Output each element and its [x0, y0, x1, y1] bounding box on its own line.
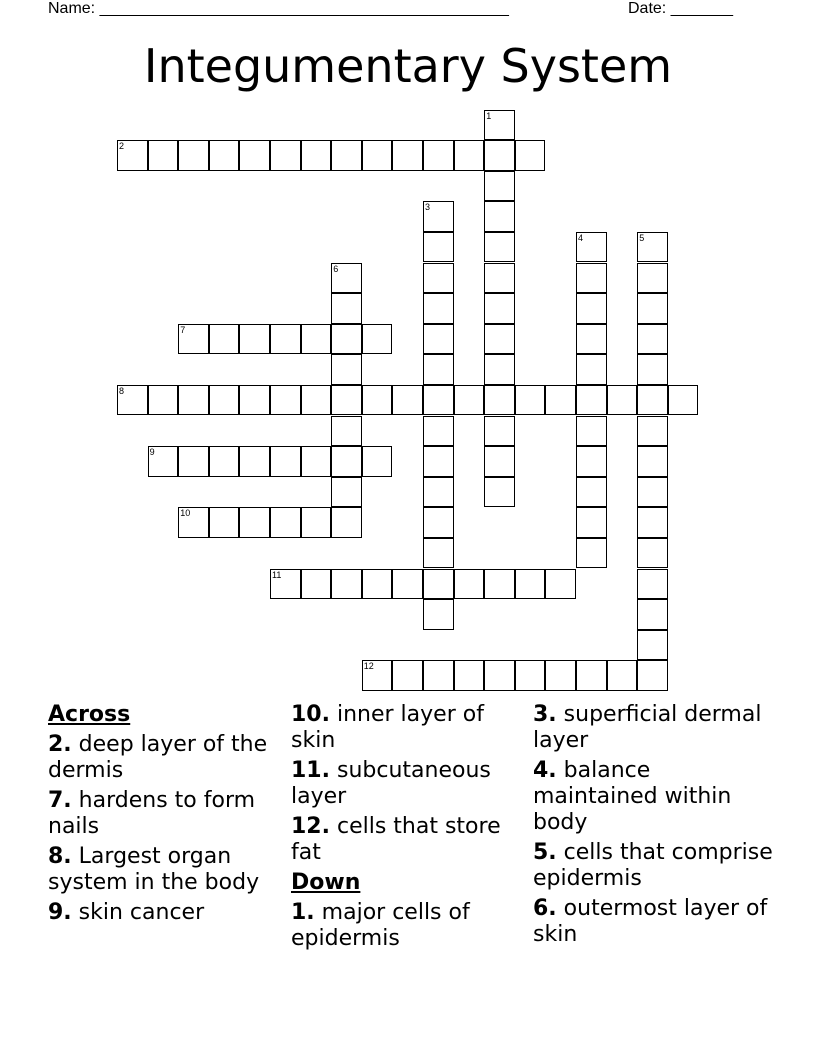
clue-text: cells that comprise epidermis: [533, 840, 773, 891]
grid-cell[interactable]: [484, 232, 515, 263]
grid-cell[interactable]: [148, 140, 179, 171]
grid-cell[interactable]: [270, 446, 301, 477]
grid-cell[interactable]: [148, 446, 179, 477]
grid-cell[interactable]: [484, 171, 515, 202]
clue-number-label: 12: [363, 661, 374, 672]
grid-cell[interactable]: [637, 538, 668, 569]
grid-cell[interactable]: [576, 507, 607, 538]
grid-cell[interactable]: [362, 140, 393, 171]
grid-cell[interactable]: [301, 324, 332, 355]
clue-number: 11.: [291, 758, 330, 783]
down-heading: Down: [291, 870, 361, 895]
clue-down-5: [533, 840, 773, 892]
grid-cell[interactable]: [331, 446, 362, 477]
grid-cell[interactable]: [637, 263, 668, 294]
grid-cell[interactable]: [576, 263, 607, 294]
grid-cell[interactable]: [392, 569, 423, 600]
grid-cell[interactable]: [484, 446, 515, 477]
clue-number-label: 9: [149, 447, 155, 458]
grid-cell[interactable]: [637, 354, 668, 385]
grid-cell[interactable]: [637, 630, 668, 661]
grid-cell[interactable]: [392, 660, 423, 691]
grid-cell[interactable]: [423, 477, 454, 508]
grid-cell[interactable]: [423, 446, 454, 477]
grid-cell[interactable]: [576, 293, 607, 324]
clues-column-1: [48, 702, 283, 930]
clue-text: cells that store fat: [291, 814, 501, 865]
grid-cell[interactable]: [423, 354, 454, 385]
clue-number: 6.: [533, 896, 557, 921]
clue-text: superficial dermal layer: [533, 702, 762, 753]
grid-cell[interactable]: [331, 354, 362, 385]
clue-down-1: [291, 900, 526, 952]
clue-number: 10.: [291, 702, 330, 727]
clue-text: hardens to form nails: [48, 788, 256, 839]
grid-cell[interactable]: [515, 569, 546, 600]
grid-cell[interactable]: [331, 569, 362, 600]
clue-down-6: [533, 896, 773, 948]
grid-cell[interactable]: [454, 569, 485, 600]
grid-cell[interactable]: [576, 477, 607, 508]
grid-cell[interactable]: [545, 660, 576, 691]
grid-cell[interactable]: [362, 385, 393, 416]
grid-cell[interactable]: [362, 324, 393, 355]
clues-column-2: [291, 702, 526, 956]
grid-cell[interactable]: [301, 385, 332, 416]
clue-number: 9.: [48, 900, 72, 925]
clue-across-11: [291, 758, 526, 810]
clue-number-label: 1: [486, 110, 492, 121]
name-field-label: Name: ______________________________________________: [48, 0, 509, 17]
grid-cell[interactable]: [637, 293, 668, 324]
grid-cell[interactable]: [484, 140, 515, 171]
grid-cell[interactable]: [607, 660, 638, 691]
grid-cell[interactable]: [545, 385, 576, 416]
grid-cell[interactable]: [423, 385, 454, 416]
grid-cell[interactable]: [576, 660, 607, 691]
clue-number: 4.: [533, 758, 557, 783]
grid-cell[interactable]: [484, 293, 515, 324]
grid-cell[interactable]: [607, 385, 638, 416]
clue-number: 3.: [533, 702, 557, 727]
grid-cell[interactable]: [239, 324, 270, 355]
grid-cell[interactable]: [637, 477, 668, 508]
grid-cell[interactable]: [484, 110, 515, 141]
grid-cell[interactable]: [637, 599, 668, 630]
grid-cell[interactable]: [484, 263, 515, 294]
grid-cell[interactable]: [178, 385, 209, 416]
clue-across-10: [291, 702, 526, 754]
grid-cell[interactable]: [423, 538, 454, 569]
grid-cell[interactable]: [637, 232, 668, 263]
clue-across-7: [48, 788, 283, 840]
grid-cell[interactable]: [484, 385, 515, 416]
grid-cell[interactable]: [362, 446, 393, 477]
grid-cell[interactable]: [576, 385, 607, 416]
grid-cell[interactable]: [515, 385, 546, 416]
grid-cell[interactable]: [178, 446, 209, 477]
grid-cell[interactable]: [454, 140, 485, 171]
grid-cell[interactable]: [484, 354, 515, 385]
grid-cell[interactable]: [239, 140, 270, 171]
grid-cell[interactable]: [484, 569, 515, 600]
clue-text: outermost layer of skin: [533, 896, 768, 947]
clue-number-label: 5: [639, 232, 645, 243]
clue-number-label: 6: [333, 263, 339, 274]
clue-across-9: [48, 900, 283, 926]
clue-number-label: 10: [180, 508, 191, 519]
grid-cell[interactable]: [484, 324, 515, 355]
clue-text: inner layer of skin: [291, 702, 484, 753]
grid-cell[interactable]: [239, 507, 270, 538]
grid-cell[interactable]: [423, 201, 454, 232]
grid-cell[interactable]: [178, 324, 209, 355]
clues-column-3: [533, 702, 773, 952]
grid-cell[interactable]: [392, 140, 423, 171]
grid-cell[interactable]: [484, 201, 515, 232]
clue-number-label: 2: [119, 141, 125, 152]
grid-cell[interactable]: [209, 385, 240, 416]
clue-number: 7.: [48, 788, 72, 813]
clue-number-label: 4: [578, 232, 584, 243]
grid-cell[interactable]: [637, 507, 668, 538]
grid-cell[interactable]: [454, 385, 485, 416]
grid-cell[interactable]: [270, 140, 301, 171]
grid-cell[interactable]: [270, 385, 301, 416]
grid-cell[interactable]: [270, 507, 301, 538]
grid-cell[interactable]: [117, 140, 148, 171]
clue-across-12: [291, 814, 526, 866]
grid-cell[interactable]: [637, 446, 668, 477]
grid-cell[interactable]: [239, 385, 270, 416]
clue-number-label: 3: [425, 202, 431, 213]
grid-cell[interactable]: [576, 232, 607, 263]
grid-cell[interactable]: [484, 416, 515, 447]
clue-number: 8.: [48, 844, 72, 869]
clue-text: balance maintained within body: [533, 758, 732, 835]
clue-number-label: 11: [272, 569, 282, 580]
grid-cell[interactable]: [668, 385, 699, 416]
grid-cell[interactable]: [576, 538, 607, 569]
grid-cell[interactable]: [545, 569, 576, 600]
grid-cell[interactable]: [331, 385, 362, 416]
grid-cell[interactable]: [576, 354, 607, 385]
clue-number-label: 7: [180, 324, 186, 335]
grid-cell[interactable]: [148, 385, 179, 416]
clue-number: 5.: [533, 840, 557, 865]
grid-cell[interactable]: [331, 416, 362, 447]
grid-cell[interactable]: [484, 477, 515, 508]
grid-cell[interactable]: [423, 660, 454, 691]
grid-cell[interactable]: [423, 416, 454, 447]
grid-cell[interactable]: [637, 569, 668, 600]
grid-cell[interactable]: [331, 293, 362, 324]
grid-cell[interactable]: [423, 507, 454, 538]
grid-cell[interactable]: [301, 507, 332, 538]
grid-cell[interactable]: [209, 507, 240, 538]
clue-text: major cells of epidermis: [291, 900, 470, 951]
date-field-label: Date: _______: [628, 0, 733, 17]
grid-cell[interactable]: [209, 324, 240, 355]
clue-number-label: 8: [119, 385, 125, 396]
grid-cell[interactable]: [637, 660, 668, 691]
grid-cell[interactable]: [178, 507, 209, 538]
grid-cell[interactable]: [301, 446, 332, 477]
grid-cell[interactable]: [362, 660, 393, 691]
grid-cell[interactable]: [576, 324, 607, 355]
grid-cell[interactable]: [209, 140, 240, 171]
grid-cell[interactable]: [331, 263, 362, 294]
clue-across-8: [48, 844, 283, 896]
page-title: Integumentary System: [143, 39, 673, 93]
grid-cell[interactable]: [576, 416, 607, 447]
clue-text: Largest organ system in the body: [48, 844, 260, 895]
across-heading: Across: [48, 702, 131, 727]
grid-cell[interactable]: [209, 446, 240, 477]
clue-text: subcutaneous layer: [291, 758, 491, 809]
grid-cell[interactable]: [484, 660, 515, 691]
grid-cell[interactable]: [454, 660, 485, 691]
clue-number: 2.: [48, 732, 72, 757]
clue-number: 12.: [291, 814, 330, 839]
grid-cell[interactable]: [423, 232, 454, 263]
grid-cell[interactable]: [331, 477, 362, 508]
clue-text: deep layer of the dermis: [48, 732, 268, 783]
clue-down-4: [533, 758, 773, 836]
clue-text: skin cancer: [78, 900, 205, 925]
grid-cell[interactable]: [637, 416, 668, 447]
grid-cell[interactable]: [117, 385, 148, 416]
grid-cell[interactable]: [270, 569, 301, 600]
grid-cell[interactable]: [239, 446, 270, 477]
clue-number: 1.: [291, 900, 315, 925]
grid-cell[interactable]: [423, 324, 454, 355]
grid-cell[interactable]: [423, 263, 454, 294]
grid-cell[interactable]: [270, 324, 301, 355]
clue-down-3: [533, 702, 773, 754]
grid-cell[interactable]: [423, 293, 454, 324]
clue-across-2: [48, 732, 283, 784]
grid-cell[interactable]: [331, 140, 362, 171]
grid-cell[interactable]: [576, 446, 607, 477]
grid-cell[interactable]: [423, 569, 454, 600]
grid-cell[interactable]: [331, 324, 362, 355]
grid-cell[interactable]: [515, 140, 546, 171]
grid-cell[interactable]: [178, 140, 209, 171]
grid-cell[interactable]: [392, 385, 423, 416]
grid-cell[interactable]: [637, 324, 668, 355]
grid-cell[interactable]: [301, 569, 332, 600]
grid-cell[interactable]: [362, 569, 393, 600]
grid-cell[interactable]: [331, 507, 362, 538]
grid-cell[interactable]: [515, 660, 546, 691]
grid-cell[interactable]: [423, 599, 454, 630]
grid-cell[interactable]: [637, 385, 668, 416]
grid-cell[interactable]: [301, 140, 332, 171]
grid-cell[interactable]: [423, 140, 454, 171]
